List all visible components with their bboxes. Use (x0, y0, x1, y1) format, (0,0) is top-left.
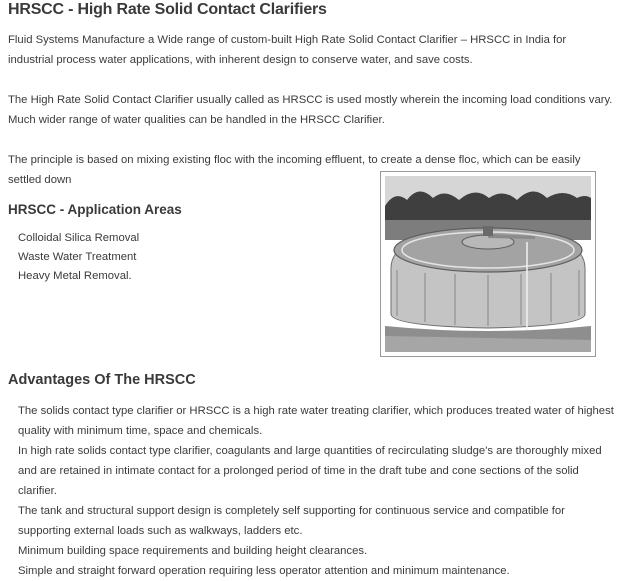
clarifier-photo (380, 171, 596, 357)
usage-paragraph: The High Rate Solid Contact Clarifier usually called as HRSCC is used mostly wherein the incoming load conditions vary. Much wider range of water qualities can be handled in the HRSCC Clarifier. (8, 94, 613, 126)
advantage-item: Simple and straight forward operation requiring less operator attention and minimum maintenance. (18, 565, 510, 577)
application-item: Heavy Metal Removal. (18, 270, 132, 282)
advantages-heading: Advantages Of The HRSCC (8, 372, 196, 388)
application-areas-heading: HRSCC - Application Areas (8, 202, 182, 217)
advantage-item: The solids contact type clarifier or HRSCC is a high rate water treating clarifier, which produces treated water of highest quality with minimum time, space and chemicals. (18, 405, 614, 437)
advantage-item: The tank and structural support design is completely self supporting for continuous service and compatible for supporting external loads such as walkways, ladders etc. (18, 505, 565, 537)
photo-drive-unit (483, 226, 493, 236)
intro-paragraph: Fluid Systems Manufacture a Wide range of custom-built High Rate Solid Contact Clarifier – HRSCC in India for industrial process water applications, with inherent design to conserve water, and save costs. (8, 34, 567, 66)
application-item: Waste Water Treatment (18, 251, 137, 263)
clarifier-tank-photo-icon (385, 176, 591, 352)
page-title: HRSCC - High Rate Solid Contact Clarifiers (8, 1, 327, 18)
advantage-item: In high rate solids contact type clarifier, coagulants and large quantities of recirculating sludge's are thoroughly mixed and are retained in intimate contact for a prolonged period of time in the draft tube and cone sections of the solid clarifier. (18, 445, 602, 497)
application-item: Colloidal Silica Removal (18, 232, 140, 244)
advantage-item: Minimum building space requirements and building height clearances. (18, 545, 368, 557)
advantages-list (18, 401, 614, 581)
application-areas-list (18, 229, 139, 286)
principle-paragraph: The principle is based on mixing existing floc with the incoming effluent, to create a dense floc, which can be easily settled down (8, 154, 581, 186)
